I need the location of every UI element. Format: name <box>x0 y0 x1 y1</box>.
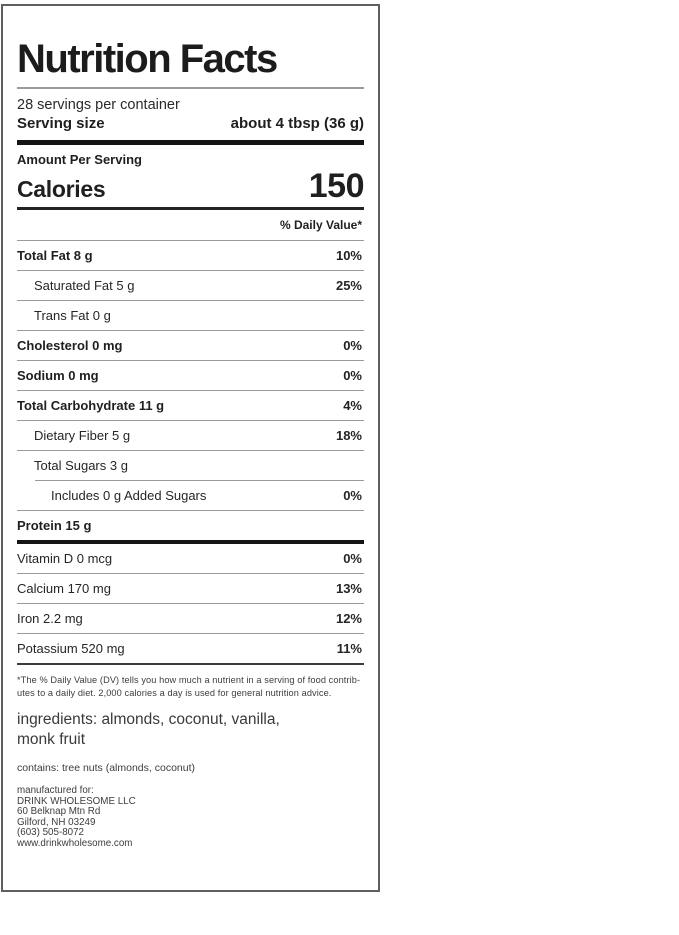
nutrient-row <box>17 544 364 573</box>
nutrient-label: Vitamin D 0 mcg <box>17 551 113 566</box>
calories-label: Calories <box>17 176 106 202</box>
manufacturer-heading: manufactured for: <box>17 785 94 796</box>
nutrient-row <box>17 451 364 480</box>
daily-value-footnote <box>17 665 364 700</box>
nutrient-row <box>17 391 364 420</box>
nutrient-row <box>17 331 364 360</box>
serving-size-value: about 4 tbsp (36 g) <box>230 115 364 132</box>
nutrient-daily-value: 0% <box>343 368 362 383</box>
manufacturer-phone: (603) 505-8072 <box>17 827 84 838</box>
nutrient-row <box>17 271 364 300</box>
manufacturer-city: Gilford, NH 03249 <box>17 816 96 828</box>
nutrient-daily-value: 0% <box>343 488 362 503</box>
ingredients-line-2: monk fruit <box>17 730 86 748</box>
manufacturer-street: 60 Belknap Mtn Rd <box>17 806 101 817</box>
nutrient-daily-value: 10% <box>335 248 362 263</box>
nutrient-daily-value: 11% <box>336 641 362 656</box>
calories-value: 150 <box>308 167 364 205</box>
nutrition-facts-panel <box>1 4 380 892</box>
nutrient-daily-value: 0% <box>343 338 362 353</box>
serving-size-label: Serving size <box>17 115 105 132</box>
nutrient-label: Trans Fat 0 g <box>34 308 111 323</box>
manufacturer-website: www.drinkwholesome.com <box>17 837 133 849</box>
nutrient-label: Cholesterol 0 mg <box>17 338 123 353</box>
nutrition-facts-title: Nutrition Facts <box>17 37 277 81</box>
nutrient-row <box>17 421 364 450</box>
nutrient-label: Sodium 0 mg <box>17 368 99 383</box>
serving-size-row <box>17 115 364 140</box>
nutrient-label: Total Carbohydrate 11 g <box>17 398 165 413</box>
nutrient-label: Dietary Fiber 5 g <box>34 428 131 443</box>
nutrient-row <box>17 511 364 540</box>
nutrient-row <box>17 604 364 633</box>
nutrient-daily-value: 25% <box>335 278 362 293</box>
nutrient-label: Iron 2.2 mg <box>17 611 83 626</box>
nutrient-daily-value: 12% <box>335 611 362 626</box>
nutrient-label: Saturated Fat 5 g <box>34 278 135 293</box>
nutrient-row <box>17 634 364 663</box>
daily-value-header: % Daily Value* <box>279 218 362 232</box>
manufacturer-name: DRINK WHOLESOME LLC <box>17 795 136 807</box>
nutrient-row <box>17 301 364 330</box>
nutrient-row <box>17 574 364 603</box>
servings-per-container: 28 servings per container <box>17 97 180 113</box>
nutrient-daily-value: 0% <box>343 551 362 566</box>
nutrient-row <box>17 361 364 390</box>
manufacturer-block <box>17 786 364 849</box>
nutrients-list <box>17 241 364 665</box>
calories-row <box>17 168 364 204</box>
nutrient-daily-value: 18% <box>335 428 362 443</box>
nutrient-daily-value: 13% <box>335 581 362 596</box>
nutrient-label: Total Sugars 3 g <box>34 458 128 473</box>
nutrient-label: Potassium 520 mg <box>17 641 125 656</box>
nutrient-daily-value: 4% <box>343 398 362 413</box>
nutrient-label: Protein 15 g <box>17 518 92 533</box>
nutrient-label: Includes 0 g Added Sugars <box>51 488 207 503</box>
amount-per-serving-label: Amount Per Serving <box>17 152 142 167</box>
nutrient-row <box>17 481 364 510</box>
allergen-statement: contains: tree nuts (almonds, coconut) <box>17 762 196 774</box>
footnote-line-2: utes to a daily diet. 2,000 calories a day is used for general nutrition advice. <box>17 688 332 698</box>
nutrient-row <box>17 241 364 270</box>
nutrient-label: Total Fat 8 g <box>17 248 93 263</box>
nutrient-label: Calcium 170 mg <box>17 581 111 596</box>
ingredients-line-1: ingredients: almonds, coconut, vanilla, <box>17 711 280 728</box>
ingredients-text <box>17 710 364 749</box>
footnote-line-1: *The % Daily Value (DV) tells you how much a nutrient in a serving of food contrib- <box>17 675 361 685</box>
